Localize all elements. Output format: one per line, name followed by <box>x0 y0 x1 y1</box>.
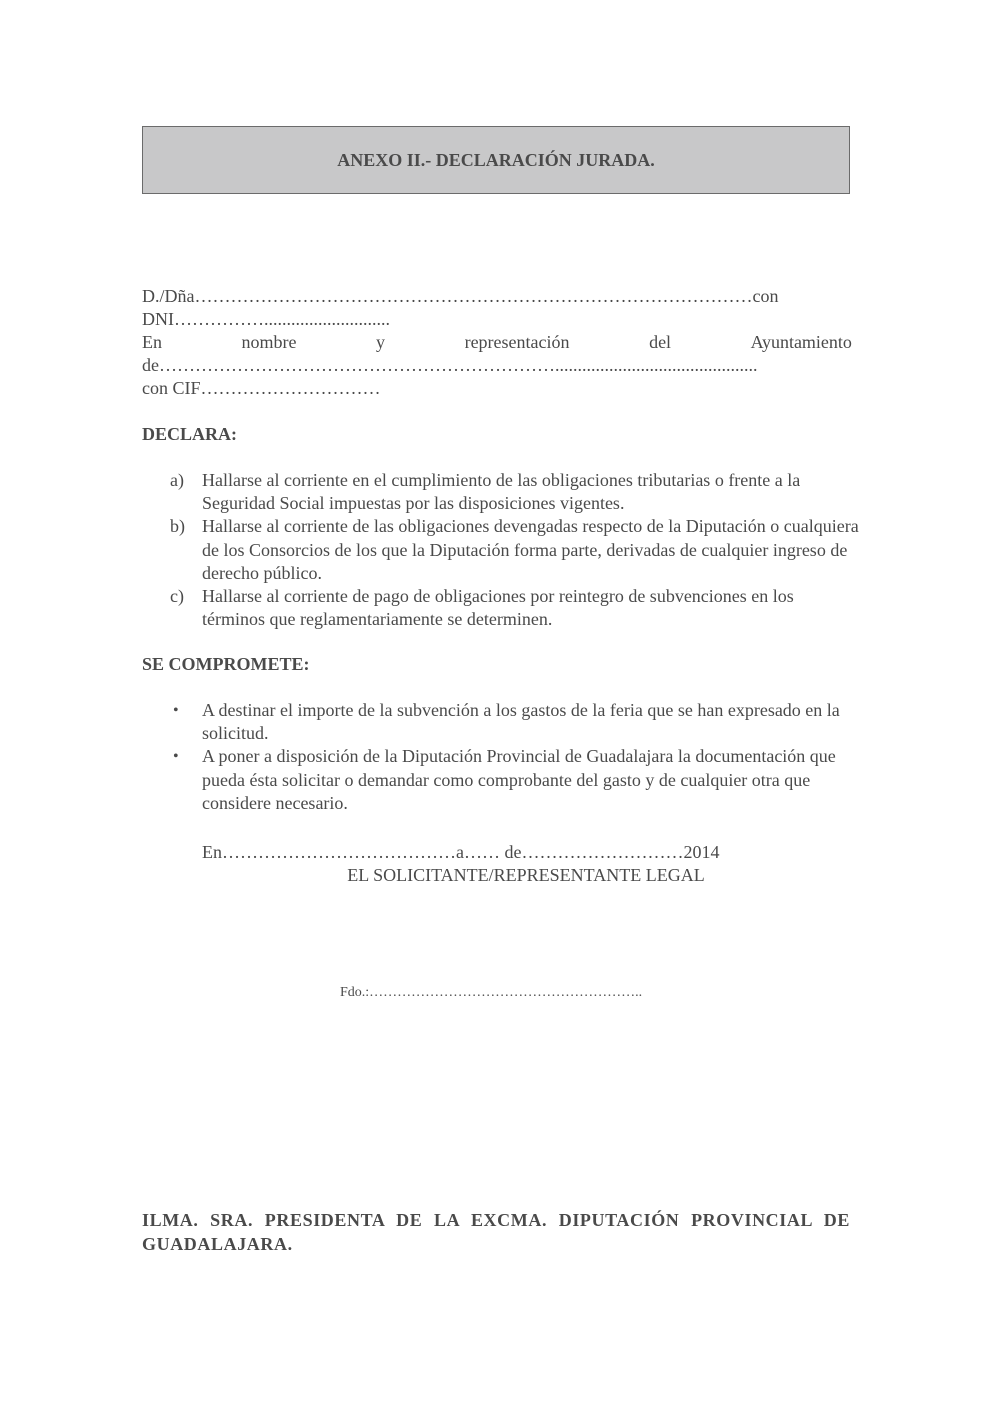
declara-heading: DECLARA: <box>142 424 238 444</box>
list-marker: a) <box>170 470 184 490</box>
list-item <box>170 699 860 745</box>
compromete-heading: SE COMPROMETE: <box>142 654 310 674</box>
form-line-representation <box>142 331 852 354</box>
signature-fdo-line: Fdo.:………………………………………………….. <box>340 985 643 1000</box>
list-marker: c) <box>170 586 184 607</box>
declara-list <box>170 469 860 631</box>
form-line-cif: con CIF………………………… <box>142 378 381 398</box>
rep-word: representación <box>464 332 570 352</box>
form-line-dni: DNI……………............................ <box>142 309 390 329</box>
form-line-ayuntamiento: de…………………………………………………………............................................. <box>142 355 758 375</box>
list-item <box>170 745 860 815</box>
document-title-box <box>142 126 850 194</box>
compromete-list <box>170 699 860 815</box>
list-item <box>170 469 860 515</box>
bullet-icon: • <box>173 748 179 766</box>
list-item-text: A poner a disposición de la Diputación Provincial de Guadalajara la documentación que pueda ésta solicitar o demandar como comprobante del gasto y de cualquier otra que considere necesario. <box>202 746 836 813</box>
rep-word: En <box>142 332 162 352</box>
list-item <box>170 515 860 585</box>
bullet-icon: • <box>173 702 179 719</box>
addressee: ILMA. SRA. PRESIDENTA DE LA EXCMA. DIPUTACIÓN PROVINCIAL DE GUADALAJARA. <box>142 1210 850 1254</box>
list-item-text: A destinar el importe de la subvención a los gastos de la feria que se han expresado en la solicitud. <box>202 700 840 744</box>
rep-word: del <box>649 332 672 352</box>
rep-word: Ayuntamiento <box>750 332 852 352</box>
rep-word: y <box>376 332 386 352</box>
rep-word: nombre <box>241 332 297 352</box>
list-item-text: Hallarse al corriente de pago de obligaciones por reintegro de subvenciones en los términos que reglamentariamente se determinen. <box>202 586 794 630</box>
signer-label: EL SOLICITANTE/REPRESENTANTE LEGAL <box>347 865 705 885</box>
list-marker: b) <box>170 516 185 537</box>
list-item <box>170 585 860 631</box>
signature-date-line: En…………………………………a…… de………………………2014 <box>202 842 720 862</box>
list-item-text: Hallarse al corriente en el cumplimiento de las obligaciones tributarias o frente a la Seguridad Social impuestas por las disposiciones vigentes. <box>202 470 801 514</box>
list-item-text: Hallarse al corriente de las obligaciones devengadas respecto de la Diputación o cualquiera de los Consorcios de los que la Diputación forma parte, derivadas de cualquier ingreso de derecho público. <box>202 516 859 583</box>
document-title: ANEXO II.- DECLARACIÓN JURADA. <box>337 149 655 170</box>
form-line-name: D./Dña…………………………………………………………………………………con <box>142 286 779 306</box>
